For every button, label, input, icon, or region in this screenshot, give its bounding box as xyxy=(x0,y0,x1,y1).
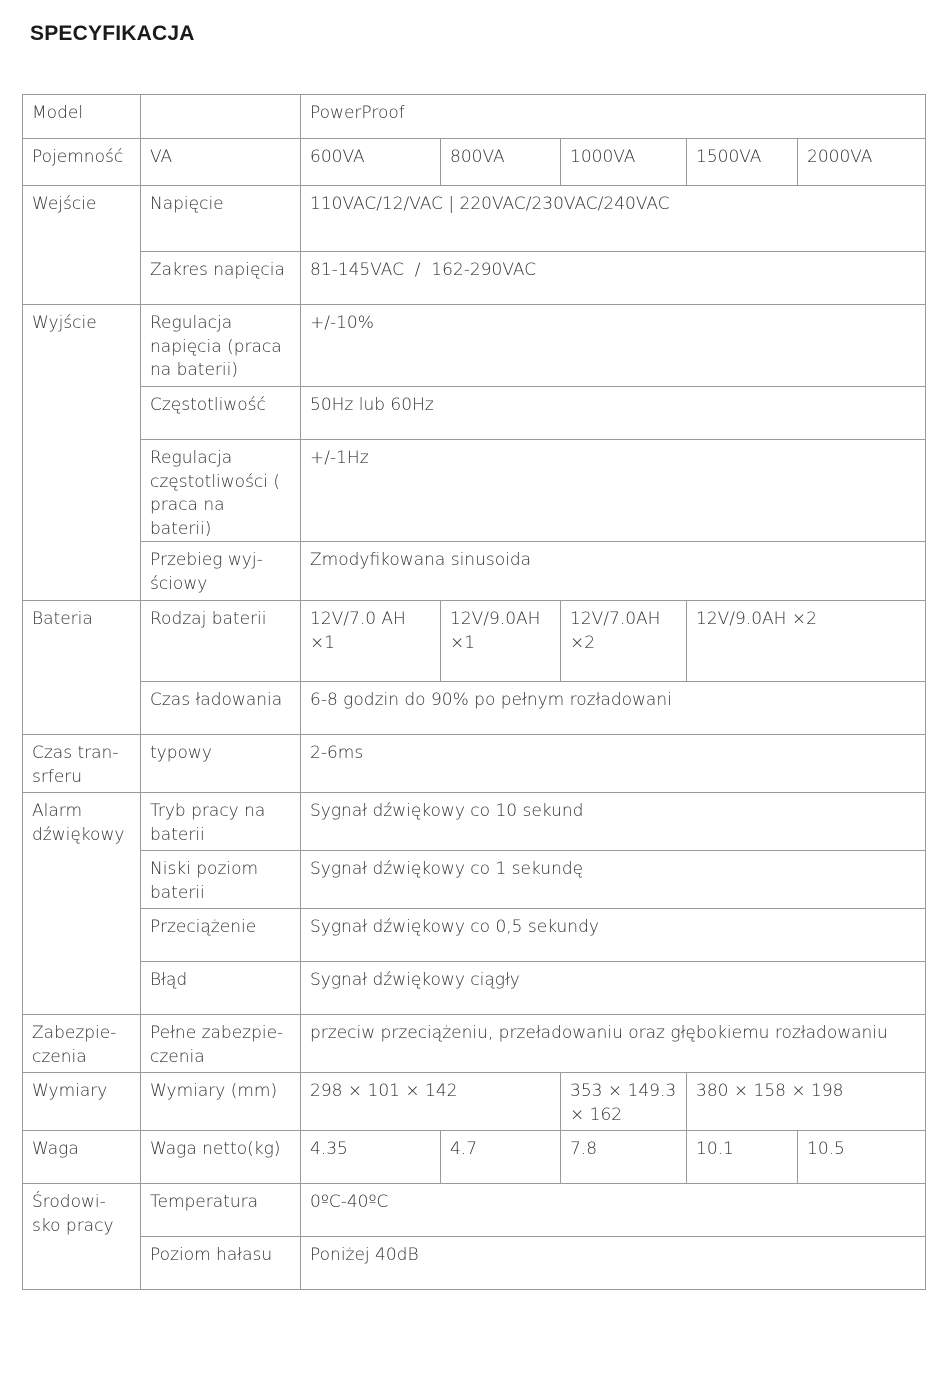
protection-sub-label: Pełne zabezpie-czenia xyxy=(141,1015,301,1073)
battery-type-value: 12V/9.0AH ×1 xyxy=(441,601,561,682)
output-freq-reg-value: +/-1Hz xyxy=(301,440,926,542)
protection-value: przeciw przeciążeniu, przeładowaniu oraz głębokiemu rozładowaniu xyxy=(301,1015,926,1073)
capacity-value: 2000VA xyxy=(798,139,926,186)
row-output-regulation xyxy=(23,305,926,387)
environment-label: Środowi-sko pracy xyxy=(23,1184,141,1290)
input-voltage-value: 110VAC/12/VAC | 220VAC/230VAC/240VAC xyxy=(301,186,926,252)
output-label: Wyjście xyxy=(23,305,141,601)
row-output-frequency xyxy=(23,387,926,440)
weight-value: 10.5 xyxy=(798,1131,926,1184)
alarm-label: Alarm dźwiękowy xyxy=(23,793,141,1015)
row-output-freq-regulation xyxy=(23,440,926,542)
row-weight xyxy=(23,1131,926,1184)
row-environment-noise xyxy=(23,1237,926,1290)
transfer-sub-label: typowy xyxy=(141,735,301,793)
weight-value: 10.1 xyxy=(687,1131,798,1184)
input-range-label: Zakres napięcia xyxy=(141,252,301,305)
row-alarm xyxy=(23,962,926,1015)
output-waveform-label: Przebieg wyj-ściowy xyxy=(141,542,301,601)
alarm-row-value: Sygnał dźwiękowy co 1 sekundę xyxy=(301,851,926,909)
row-battery-charge xyxy=(23,682,926,735)
output-freq-value: 50Hz lub 60Hz xyxy=(301,387,926,440)
alarm-row-value: Sygnał dźwiękowy co 10 sekund xyxy=(301,793,926,851)
row-capacity xyxy=(23,139,926,186)
weight-value: 4.7 xyxy=(441,1131,561,1184)
output-reg-label: Regulacja napięcia (praca na baterii) xyxy=(141,305,301,387)
dimensions-value: 353 × 149.3 × 162 xyxy=(561,1073,687,1131)
row-alarm xyxy=(23,793,926,851)
weight-value: 4.35 xyxy=(301,1131,441,1184)
capacity-label: Pojemność xyxy=(23,139,141,186)
alarm-row-label: Przeciążenie xyxy=(141,909,301,962)
row-alarm xyxy=(23,909,926,962)
row-model xyxy=(23,95,926,139)
row-input-voltage xyxy=(23,186,926,252)
battery-type-value: 12V/7.0 AH ×1 xyxy=(301,601,441,682)
row-battery-type xyxy=(23,601,926,682)
capacity-value: 600VA xyxy=(301,139,441,186)
weight-sub-label: Waga netto(kg) xyxy=(141,1131,301,1184)
row-alarm xyxy=(23,851,926,909)
model-value: PowerProof xyxy=(301,95,926,139)
page-title: SPECYFIKACJA xyxy=(30,22,195,45)
battery-type-value: 12V/7.0AH ×2 xyxy=(561,601,687,682)
environment-noise-value: Poniżej 40dB xyxy=(301,1237,926,1290)
model-empty-cell xyxy=(141,95,301,139)
input-voltage-label: Napięcie xyxy=(141,186,301,252)
output-freq-reg-label: Regulacja częstotliwości ( praca na baterii) xyxy=(141,440,301,542)
row-input-range xyxy=(23,252,926,305)
environment-noise-label: Poziom hałasu xyxy=(141,1237,301,1290)
weight-label: Waga xyxy=(23,1131,141,1184)
output-freq-label: Częstotliwość xyxy=(141,387,301,440)
input-label: Wejście xyxy=(23,186,141,305)
alarm-row-value: Sygnał dźwiękowy ciągły xyxy=(301,962,926,1015)
capacity-value: 1000VA xyxy=(561,139,687,186)
row-dimensions xyxy=(23,1073,926,1131)
dimensions-value: 380 × 158 × 198 xyxy=(687,1073,926,1131)
output-waveform-value: Zmodyfikowana sinusoida xyxy=(301,542,926,601)
alarm-row-label: Tryb pracy na baterii xyxy=(141,793,301,851)
capacity-value: 1500VA xyxy=(687,139,798,186)
battery-type-label: Rodzaj baterii xyxy=(141,601,301,682)
capacity-value: 800VA xyxy=(441,139,561,186)
dimensions-value: 298 × 101 × 142 xyxy=(301,1073,561,1131)
protection-label: Zabezpie-czenia xyxy=(23,1015,141,1073)
battery-charge-value: 6-8 godzin do 90% po pełnym rozładowani xyxy=(301,682,926,735)
transfer-value: 2-6ms xyxy=(301,735,926,793)
dimensions-sub-label: Wymiary (mm) xyxy=(141,1073,301,1131)
capacity-unit: VA xyxy=(141,139,301,186)
spec-table xyxy=(22,94,926,1290)
transfer-label: Czas tran-srferu xyxy=(23,735,141,793)
row-transfer xyxy=(23,735,926,793)
alarm-row-label: Niski poziom baterii xyxy=(141,851,301,909)
row-protection xyxy=(23,1015,926,1073)
battery-charge-label: Czas ładowania xyxy=(141,682,301,735)
environment-temp-value: 0ºC-40ºC xyxy=(301,1184,926,1237)
battery-type-value: 12V/9.0AH ×2 xyxy=(687,601,926,682)
model-label: Model xyxy=(23,95,141,139)
weight-value: 7.8 xyxy=(561,1131,687,1184)
alarm-row-value: Sygnał dźwiękowy co 0,5 sekundy xyxy=(301,909,926,962)
row-output-waveform xyxy=(23,542,926,601)
alarm-row-label: Błąd xyxy=(141,962,301,1015)
input-range-value: 81-145VAC / 162-290VAC xyxy=(301,252,926,305)
row-environment-temp xyxy=(23,1184,926,1237)
dimensions-label: Wymiary xyxy=(23,1073,141,1131)
output-reg-value: +/-10% xyxy=(301,305,926,387)
battery-label: Bateria xyxy=(23,601,141,735)
environment-temp-label: Temperatura xyxy=(141,1184,301,1237)
